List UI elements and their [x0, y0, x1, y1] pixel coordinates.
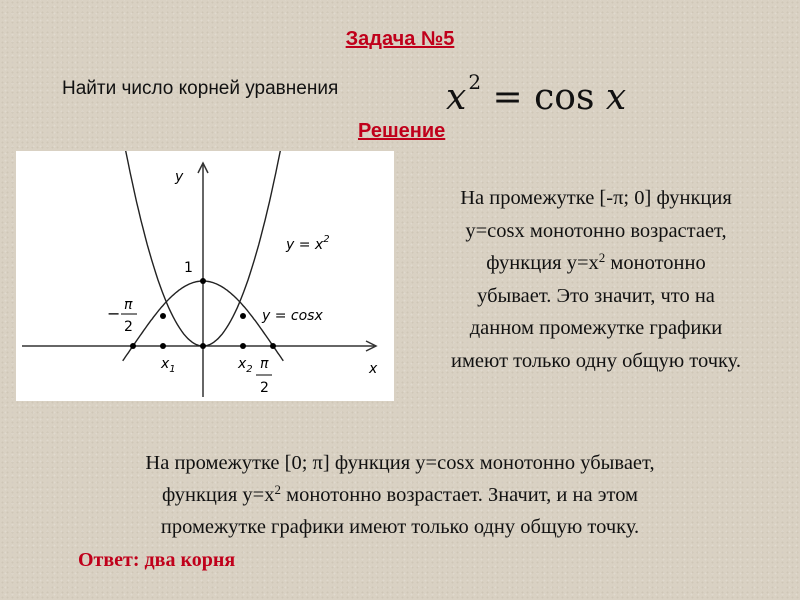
intersection-point-right	[240, 313, 246, 319]
explanation-paragraph-2	[20, 447, 780, 543]
graph-canvas	[16, 151, 394, 401]
paragraph1-line: имеют только одну общую точку.	[450, 349, 741, 372]
equation-lhs-var: x	[446, 77, 467, 118]
paragraph2-line: функция $y=x^2$ монотонно возрастает. Значит, и на этом	[161, 482, 639, 506]
equation-rhs-func: cos	[534, 77, 595, 118]
paragraph2-line: На промежутке [0; π] функция y=cosx монотонно убывает,	[145, 452, 655, 474]
point-y-one	[200, 278, 206, 284]
equation-equals: =	[492, 77, 523, 118]
task-statement: Найти число корней уравнения	[62, 78, 339, 99]
cosine-label: y = cosx	[262, 308, 323, 324]
explanation-paragraph-1	[400, 182, 792, 377]
pi-half-den: 2	[260, 380, 269, 396]
x2-label: $x_2$	[238, 356, 253, 375]
neg-pi-half-den: 2	[124, 319, 133, 335]
equation-lhs-power: 2	[468, 70, 482, 94]
answer: Ответ: два корня	[78, 549, 236, 571]
parabola-label: $y = x^2$	[286, 234, 330, 253]
paragraph1-line: На промежутке [-π; 0] функция	[460, 187, 732, 209]
point-x1	[160, 343, 166, 349]
solution-heading: Решение	[358, 120, 446, 142]
x-axis-label: x	[369, 361, 378, 377]
function-graph	[16, 151, 394, 401]
paragraph2-line: промежутке графики имеют только одну общую точку.	[160, 516, 640, 538]
equation-rhs-var: x	[605, 77, 627, 118]
equation	[446, 70, 626, 118]
intersection-point-left	[160, 313, 166, 319]
pi-half-num: π	[260, 356, 269, 372]
paragraph1-line: убывает. Это значит, что на	[477, 284, 715, 307]
point-neg-pi-half	[130, 343, 136, 349]
neg-pi-half-num: π	[124, 297, 133, 313]
neg-pi-half-sign: −	[107, 304, 121, 323]
point-pi-half	[270, 343, 276, 349]
paragraph1-line: данном промежутке графики	[469, 317, 723, 339]
label-one: 1	[184, 260, 193, 276]
point-origin	[200, 343, 206, 349]
point-x2	[240, 343, 246, 349]
paragraph1-line: функция $y=x^2$ монотонно	[486, 250, 706, 274]
x1-label: $x_1$	[161, 356, 176, 375]
task-title: Задача №5	[345, 28, 455, 50]
y-axis-label: y	[175, 169, 184, 185]
paragraph1-line: y=cosx монотонно возрастает,	[465, 219, 727, 242]
